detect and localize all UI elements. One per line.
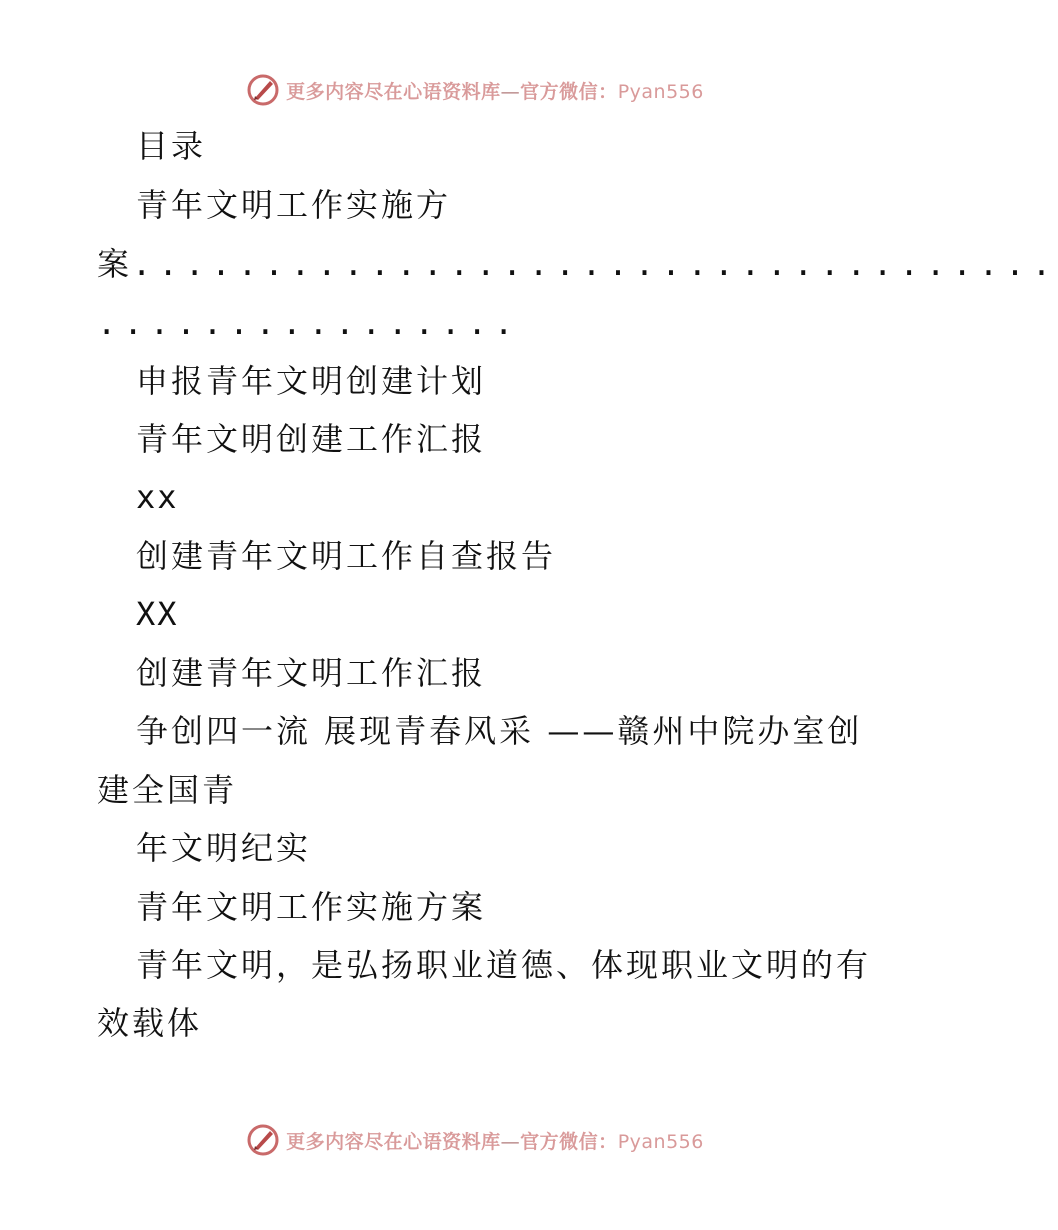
watermark-banner-bottom [0,1120,950,1160]
toc-entry-6-line-1: 争创四一流 展现青春风采 ——赣州中院办室创 [136,712,863,750]
toc-leader-dots-b: ................ [97,304,521,342]
toc-entry-5: 创建青年文明工作汇报 [136,654,487,692]
toc-leader-dots-a: ................................... [132,245,1058,283]
toc-entry-2: 申报青年文明创建计划 [136,362,487,400]
toc-entry-6-line-2: 建全国青 [97,771,238,809]
watermark-text: 更多内容尽在心语资料库—官方微信：Pyan556 [286,80,704,103]
body-paragraph-line-1: 青年文明，是弘扬职业道德、体现职业文明的有 [136,946,872,984]
watermark-banner-top [0,70,950,110]
watermark-text: 更多内容尽在心语资料库—官方微信：Pyan556 [286,1130,704,1153]
quill-logo-icon [246,73,280,107]
body-paragraph-line-2: 效载体 [97,1004,203,1042]
toc-entry-1-line-1: 青年文明工作实施方 [136,186,452,224]
toc-entry-1-line-2: 案................................... [97,245,1058,283]
toc-entry-3: 青年文明创建工作汇报 [136,420,487,458]
toc-entry-4: 创建青年文明工作自查报告 [136,537,557,575]
toc-entry-4-prefix: xx [136,478,179,516]
toc-heading: 目录 [136,127,207,165]
toc-entry-7: 青年文明工作实施方案 [136,888,487,926]
toc-entry-6-line-3: 年文明纪实 [136,829,312,867]
quill-logo-icon [246,1123,280,1157]
toc-entry-5-prefix: XX [136,595,179,633]
